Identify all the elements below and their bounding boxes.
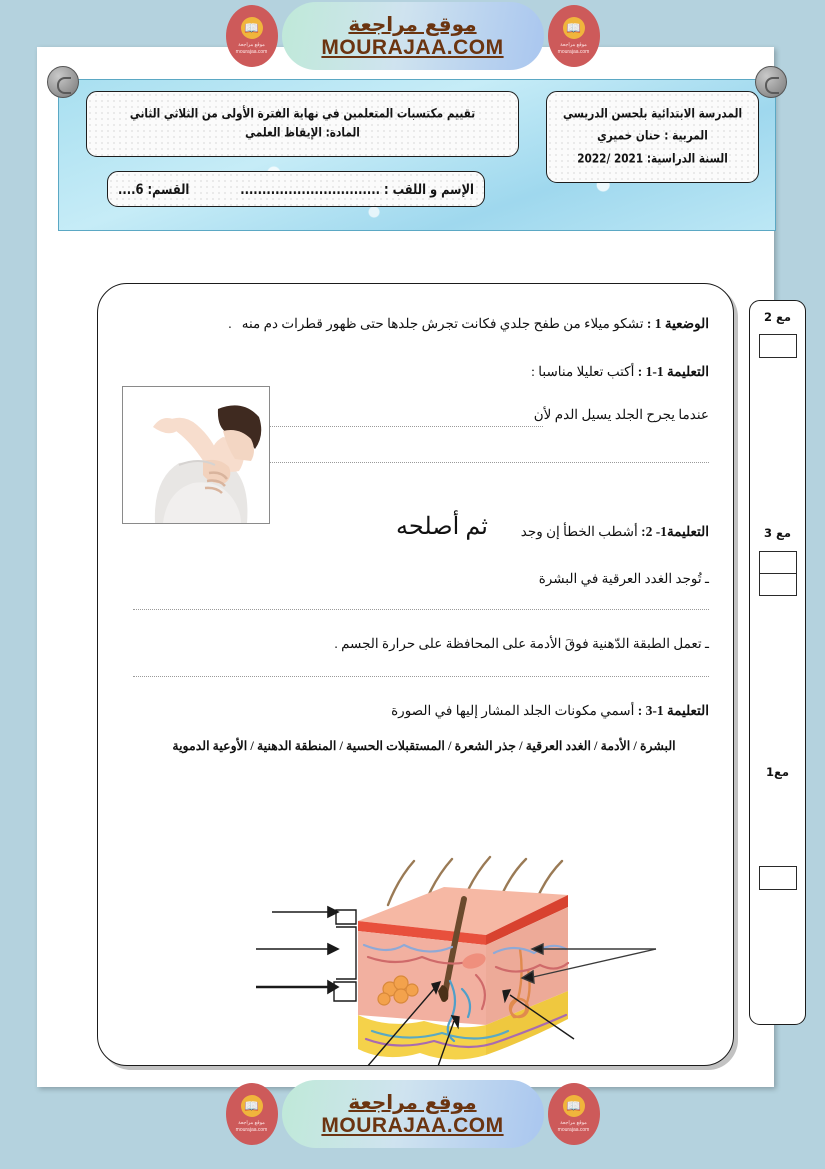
book-icon: 📖 xyxy=(241,17,263,39)
badge-line-2: mourajaa.com xyxy=(557,1126,590,1133)
header-banner xyxy=(58,79,776,231)
skin-cross-section-svg xyxy=(238,849,658,1066)
badge-line-1: موقع مراجعة xyxy=(560,42,587,49)
badge-line-1: موقع مراجعة xyxy=(238,42,265,49)
book-icon: 📖 xyxy=(241,1095,263,1117)
score-cell-maa3[interactable] xyxy=(759,551,797,596)
instruction-1-2-label: التعليمة1- 2: xyxy=(641,524,709,539)
situation-text: تشكو ميلاء من طفح جلدي فكانت تجرش جلدها حتى ظهور قطرات دم منه xyxy=(241,316,644,331)
student-name-field[interactable]: الإسم و اللقب : ................................ xyxy=(240,180,474,198)
instruction-1-2-text: أشطب الخطأ إن وجد xyxy=(520,524,638,539)
exam-title-text: تقييم مكتسبات المتعلمين في نهاية الفترة الأولى من الثلاثي الثاني xyxy=(129,106,476,122)
badge-line-2: mourajaa.com xyxy=(557,48,590,55)
situation-label: الوضعية 1 : xyxy=(646,316,709,331)
academic-year: السنة الدراسية: 2021 /2022 xyxy=(577,151,728,166)
watermark-pill-bottom xyxy=(282,1080,544,1148)
score-cell-maa3-upper[interactable] xyxy=(760,552,796,574)
watermark-badge-left-bottom xyxy=(548,1083,600,1145)
instruction-1-1-text: أكتب تعليلا مناسبا : xyxy=(531,364,635,379)
skin-diagram xyxy=(238,849,658,1066)
correction-line-2[interactable] xyxy=(133,676,709,677)
student-name-box[interactable] xyxy=(107,171,485,207)
score-cell-maa1[interactable] xyxy=(759,866,797,890)
watermark-url-bottom: MOURAJAA.COM xyxy=(321,1113,504,1137)
watermark-badge-right-bottom xyxy=(226,1083,278,1145)
statement-1: ـ تُوجد الغدد العرقية في البشرة xyxy=(538,571,709,586)
badge-line-2: mourajaa.com xyxy=(235,1126,268,1133)
badge-line-1: موقع مراجعة xyxy=(238,1120,265,1127)
watermark-arabic-top: موقع مراجعة xyxy=(348,11,477,36)
class-field[interactable]: القسم: 6.... xyxy=(118,180,190,198)
school-info-box xyxy=(546,91,759,183)
score-cell-maa2[interactable] xyxy=(759,334,797,358)
instruction-1-2-suffix: ثم أصلحه xyxy=(395,514,488,540)
watermark-url-top: MOURAJAA.COM xyxy=(321,35,504,59)
watermark-bottom xyxy=(0,1078,825,1150)
score-cell-maa3-lower[interactable] xyxy=(760,574,796,595)
person-scratching-illustration xyxy=(123,387,269,523)
badge-line-1: موقع مراجعة xyxy=(560,1120,587,1127)
instruction-1-1-line xyxy=(129,362,709,382)
statement-2: ـ تعمل الطبقة الدّهنية فوقَ الأدمة على المحافظة على حرارة الجسم . xyxy=(334,636,709,651)
book-icon: 📖 xyxy=(563,17,585,39)
score-sidebar xyxy=(749,300,806,1025)
answer-prompt-1: عندما يجرح الجلد يسيل الدم لأن xyxy=(533,407,709,422)
skin-rash-photo xyxy=(122,386,270,524)
scroll-roll-left-icon xyxy=(47,66,79,98)
watermark-arabic-bottom: موقع مراجعة xyxy=(348,1089,477,1114)
score-label-maa2: مع 2 xyxy=(764,310,791,324)
school-name: المدرسة الابتدائية بلحسن الدريسي xyxy=(562,106,743,122)
instruction-1-3-text: أسمي مكونات الجلد المشار إليها في الصورة xyxy=(391,703,635,718)
exam-title-box xyxy=(86,91,519,157)
score-label-maa3: مع 3 xyxy=(764,526,791,540)
subject-label: المادة: الإيقاظ العلمي xyxy=(245,125,360,141)
teacher-name: المربية : حنان خميري xyxy=(597,128,708,144)
exercise-content-frame xyxy=(97,283,734,1066)
page-sheet xyxy=(37,47,791,1087)
book-icon: 📖 xyxy=(563,1095,585,1117)
exam-title xyxy=(97,106,508,122)
situation-1-line: الوضعية 1 : تشكو ميلاء من طفح جلدي فكانت تجرش جلدها حتى ظهور قطرات دم منه . xyxy=(228,316,709,331)
instruction-1-1-label: التعليمة 1-1 : xyxy=(637,364,709,379)
instruction-1-3-label: التعليمة 1-3 : xyxy=(637,703,709,718)
score-label-maa1: مع1 xyxy=(766,765,789,779)
instruction-1-2-line xyxy=(289,522,709,542)
badge-line-2: mourajaa.com xyxy=(235,48,268,55)
correction-line-1[interactable] xyxy=(133,609,709,610)
word-bank: البشرة / الأدمة / الغدد العرقية / جذر الشعرة / المستقبلات الحسية / المنطقة الدهنية / الأوعية الدموية xyxy=(172,739,676,753)
instruction-1-3-line xyxy=(149,701,709,721)
scroll-roll-right-icon xyxy=(755,66,787,98)
